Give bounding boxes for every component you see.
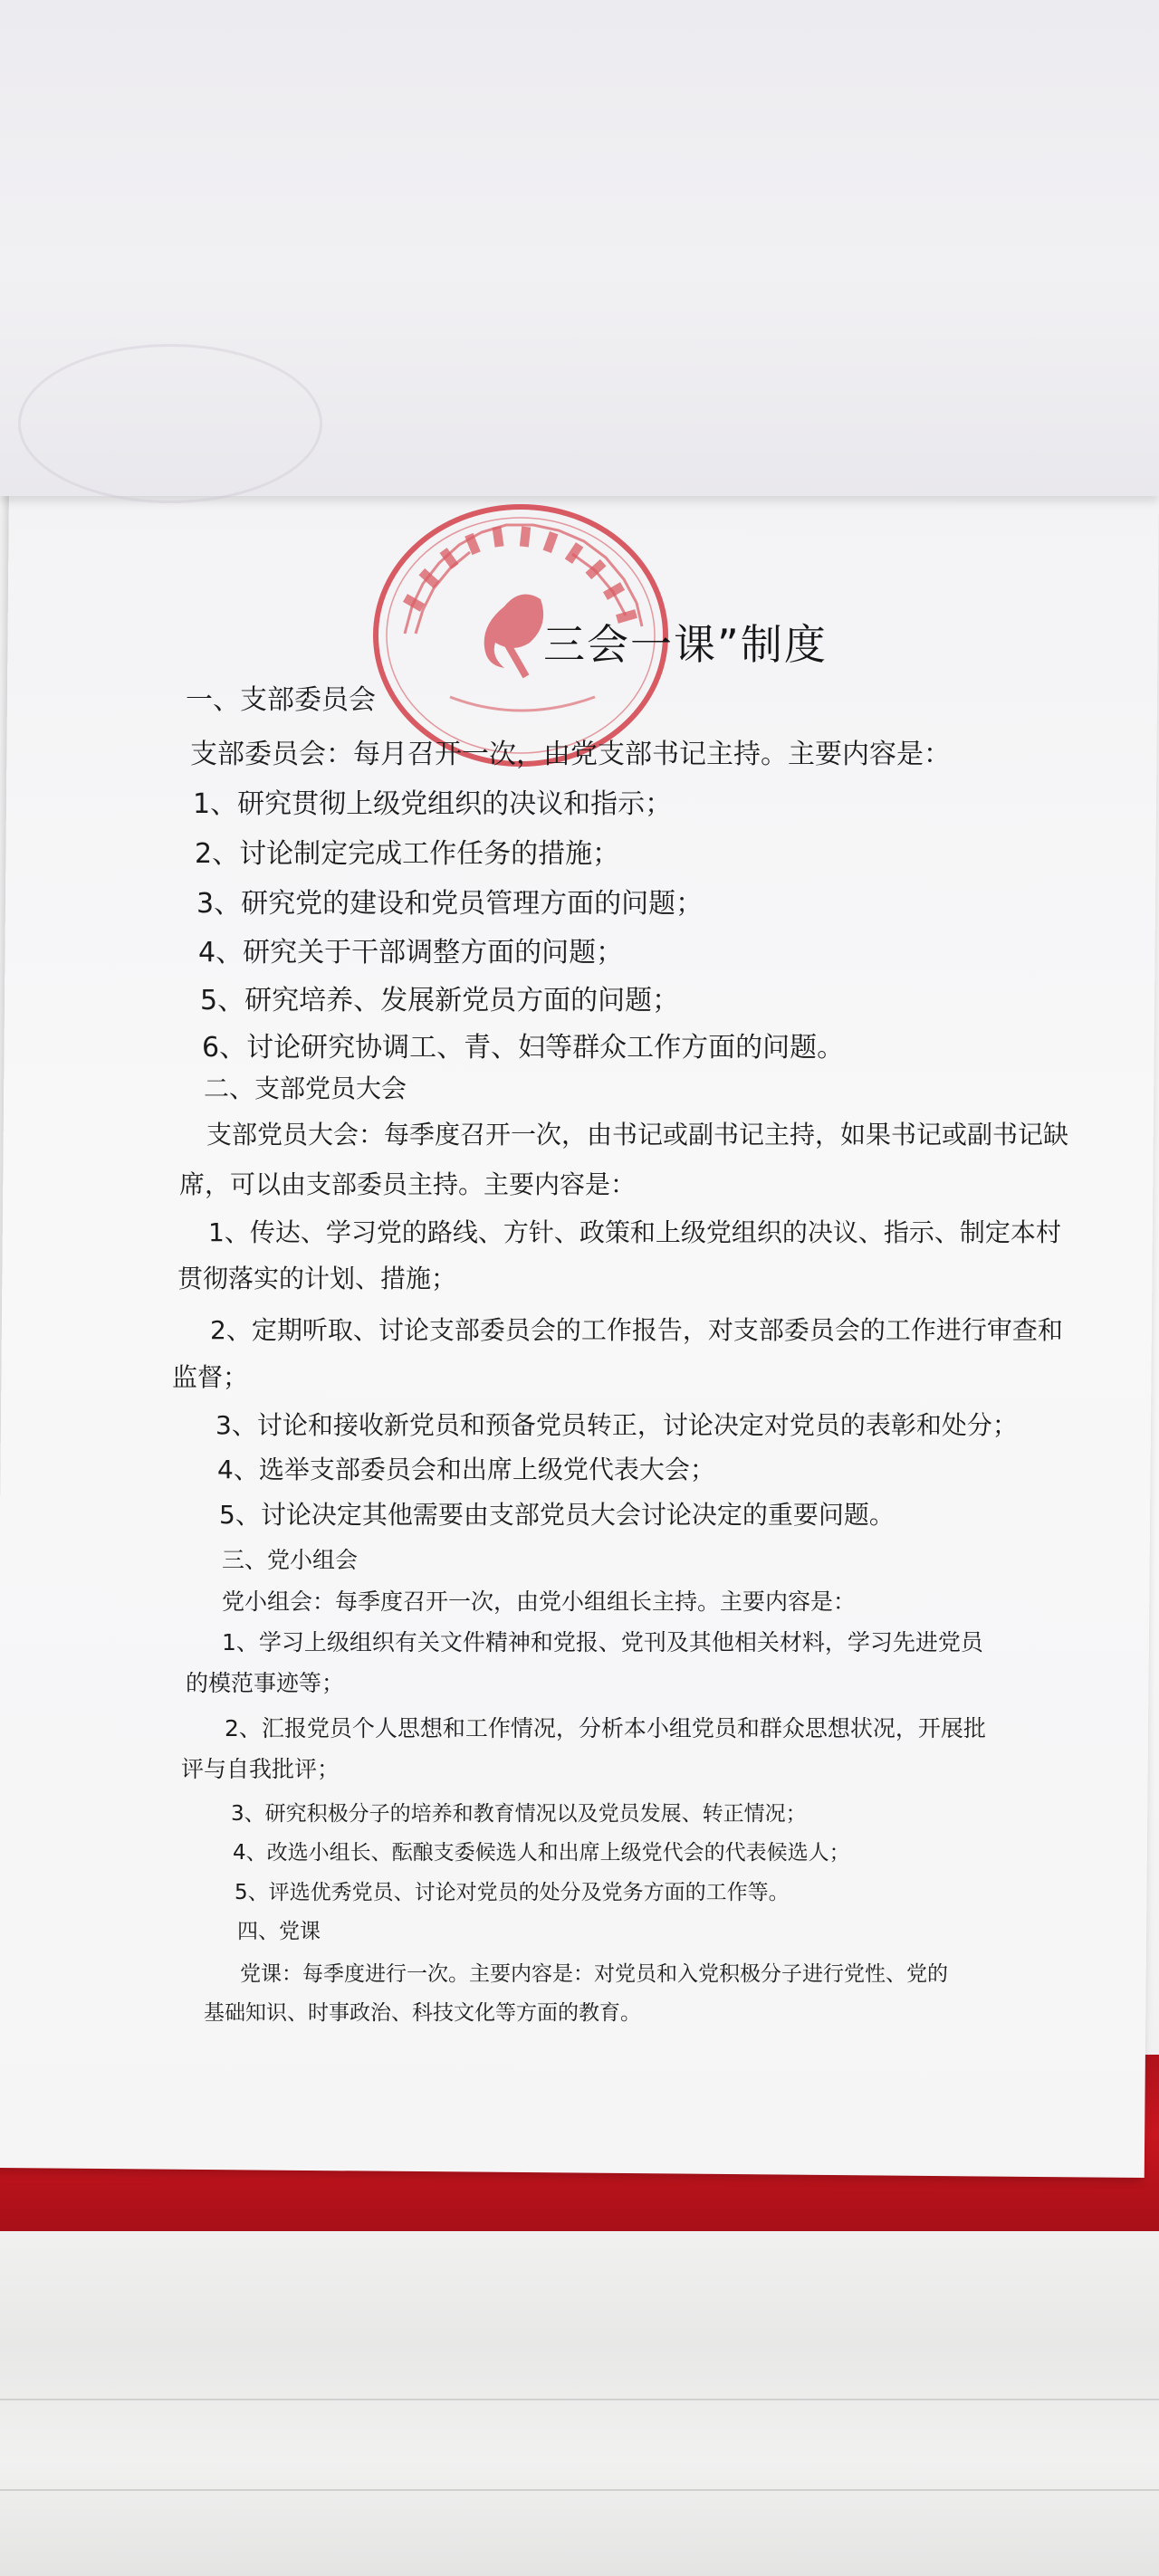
section-intro: 支部委员会：每月召开一次，由党支部书记主持。主要内容是： bbox=[190, 739, 951, 770]
section-intro-line: 党课：每季度进行一次。主要内容是：对党员和入党积极分子进行党性、党的 bbox=[240, 1962, 948, 1986]
list-item: 2、定期听取、讨论支部委员会的工作报告，对支部委员会的工作进行审查和 bbox=[210, 1315, 1063, 1345]
list-item: 3、讨论和接收新党员和预备党员转正，讨论决定对党员的表彰和处分； bbox=[216, 1410, 1018, 1440]
floor-background bbox=[0, 2190, 1159, 2576]
section-intro-line: 支部党员大会：每季度召开一次，由书记或副书记主持，如果书记或副书记缺 bbox=[206, 1120, 1069, 1150]
list-item: 1、传达、学习党的路线、方针、政策和上级党组织的决议、指示、制定本村 bbox=[208, 1217, 1061, 1247]
list-item: 1、学习上级组织有关文件精神和党报、党刊及其他相关材料，学习先进党员 bbox=[222, 1629, 983, 1655]
list-item-continuation: 监督； bbox=[172, 1362, 249, 1392]
list-item: 5、评选优秀党员、讨论对党员的处分及党务方面的工作等。 bbox=[235, 1881, 790, 1904]
list-item: 5、研究培养、发展新党员方面的问题； bbox=[200, 985, 680, 1016]
document-title: 三会一课”制度 bbox=[543, 620, 828, 669]
folded-top-sheet bbox=[0, 0, 1159, 496]
section-heading: 四、党课 bbox=[237, 1920, 321, 1943]
list-item-continuation: 的模范事迹等； bbox=[186, 1670, 345, 1696]
section-heading: 一、支部委员会 bbox=[186, 684, 376, 716]
section-heading: 二、支部党员大会 bbox=[204, 1073, 407, 1103]
list-item-continuation: 评与自我批评； bbox=[181, 1756, 340, 1782]
list-item: 2、汇报党员个人思想和工作情况，分析本小组党员和群众思想状况，开展批 bbox=[225, 1715, 986, 1741]
list-item: 2、讨论制定完成工作任务的措施； bbox=[195, 838, 620, 870]
list-item: 1、研究贯彻上级党组织的决议和指示； bbox=[193, 788, 673, 820]
list-item-continuation: 贯彻落实的计划、措施； bbox=[177, 1264, 457, 1293]
section-intro: 党小组会：每季度召开一次，由党小组组长主持。主要内容是： bbox=[222, 1589, 857, 1615]
list-item: 3、研究积极分子的培养和教育情况以及党员发展、转正情况； bbox=[231, 1802, 807, 1826]
section-heading: 三、党小组会 bbox=[222, 1547, 359, 1573]
list-item: 3、研究党的建设和党员管理方面的问题； bbox=[196, 888, 704, 920]
section-intro-line: 席，可以由支部委员主持。主要内容是： bbox=[179, 1169, 637, 1199]
list-item: 4、研究关于干部调整方面的问题； bbox=[198, 937, 624, 968]
section-intro-line: 基础知识、时事政治、科技文化等方面的教育。 bbox=[204, 2001, 641, 2025]
list-item: 4、选举支部委员会和出席上级党代表大会； bbox=[217, 1455, 715, 1484]
list-item: 5、讨论决定其他需要由支部党员大会讨论决定的重要问题。 bbox=[219, 1500, 895, 1530]
list-item: 6、讨论研究协调工、青、妇等群众工作方面的问题。 bbox=[202, 1032, 845, 1064]
list-item: 4、改选小组长、酝酿支委候选人和出席上级党代会的代表候选人； bbox=[233, 1841, 850, 1865]
